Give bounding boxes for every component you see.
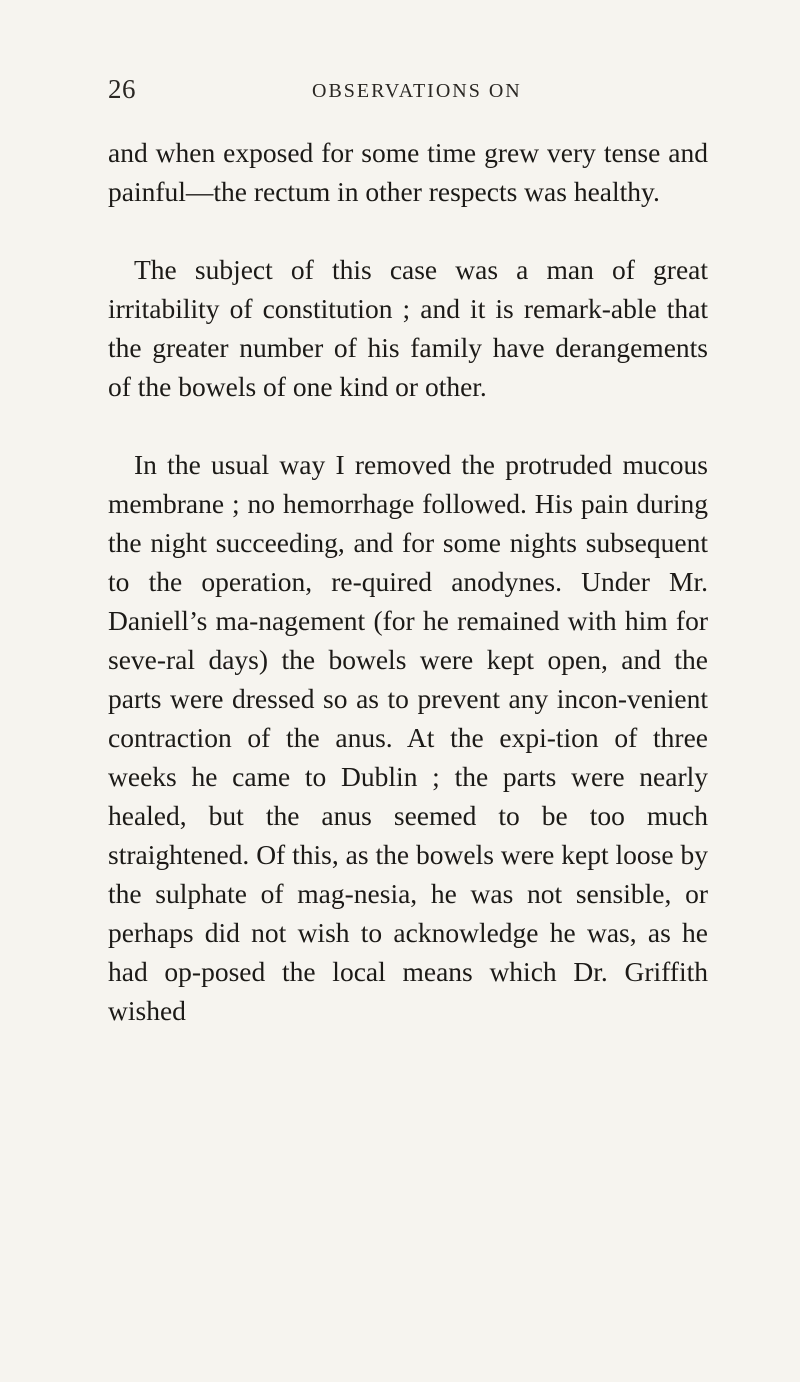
body-text (108, 133, 708, 1030)
page-number: 26 (108, 74, 136, 104)
paragraph-treatment: In the usual way I removed the protruded mucous membrane ; no hemorrhage followed. His pain during the night succeeding, and for some nights subsequent to the operation, re-quired anodynes. Under Mr. Daniell’s ma-nagement (for he remained with him for seve-ral days) the bowels were kept open, and the parts were dressed so as to prevent any incon-venient contraction of the anus. At the expi-tion of three weeks he came to Dublin ; the parts were nearly healed, but the anus seemed to be too much straightened. Of this, as the bowels were kept loose by the sulphate of mag-nesia, he was not sensible, or perhaps did not wish to acknowledge he was, as he had op-posed the local means which Dr. Griffith wished (108, 449, 708, 1026)
page-header (108, 74, 708, 104)
paragraph-subject: The subject of this case was a man of great irritability of constitution ; and it is remark-able that the greater number of his family have derangements of the bowels of one kind or other. (108, 254, 708, 402)
running-title: OBSERVATIONS ON (312, 80, 522, 102)
paragraph-continuation: and when exposed for some time grew very tense and painful—the rectum in other respects was healthy. (108, 137, 708, 207)
